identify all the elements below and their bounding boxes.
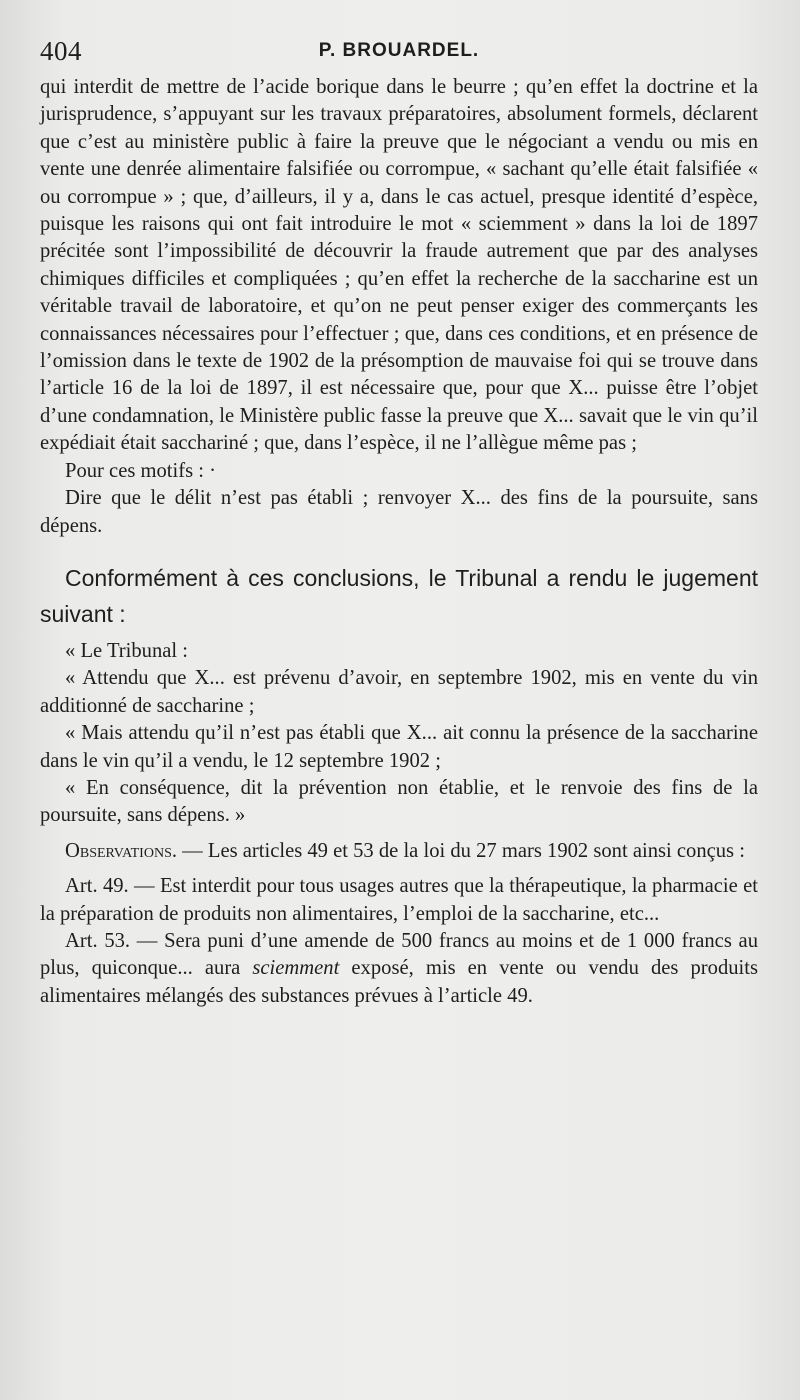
article-53-emphasis: sciemment — [252, 957, 340, 980]
observations-paragraph — [40, 838, 758, 865]
observations-text: — Les articles 49 et 53 de la loi du 27 mars 1902 sont ainsi conçus : — [177, 839, 745, 862]
section-intro: Conformément à ces conclusions, le Tribunal a rendu le jugement suivant : — [40, 564, 758, 627]
article-53 — [40, 928, 758, 1010]
article-53-after: exposé, mis en vente ou vendu des produits alimentaires mélangés des substances prévues à l’article 49. — [40, 957, 759, 1007]
body-text — [40, 74, 758, 540]
page-header — [40, 32, 758, 74]
judgment-opening: « Le Tribunal : — [65, 639, 188, 662]
judgment-attendu-2: « Mais attendu qu’il n’est pas établi que X... ait connu la présence de la saccharine dans le vin qu’il a vendu, le 12 septembre 1902 ; — [40, 722, 758, 772]
observations-label: Observations. — [65, 839, 177, 862]
judgment-block — [40, 638, 758, 830]
observations-block — [40, 838, 758, 1010]
article-53-before: Art. 53. — Sera puni d’une amende de 500 francs au moins et de 1 000 francs au plus, quiconque... aura — [40, 929, 758, 980]
continued-paragraph: qui interdit de mettre de l’acide borique dans le beurre ; qu’en effet la doctrine et la jurisprudence, s’appuyant sur les travaux préparatoires, absolument formels, déclarent que c’est au ministère public à faire la preuve que le négociant a vendu ou mis en vente une denrée alimentaire falsifiée ou corrompue, « sachant qu’elle était falsifiée « ou corrompue » ; que, d’ailleurs, il y a, dans le cas actuel, presque identité d’espèce, puisque les raisons qui ont fait introduire le mot « sciemment » dans la loi de 1897 précitée sont l’impossibilité de découvrir la fraude autrement que par des analyses chimiques difficiles et compliquées ; qu’en effet la recherche de la saccharine est un véritable travail de laboratoire, et qu’on ne peut penser exiger des commerçants les connaissances nécessaires pour l’effectuer ; que, dans ces conditions, et en présence de l’omission dans le texte de 1902 de la présomption de mauvaise foi qui se trouve dans l’article 16 de la loi de 1897, il est nécessaire que, pour que X... puisse être l’objet d’une condamnation, le Ministère public fasse la preuve que X... savait que le vin qu’il expédiait était sacchariné ; que, dans l’espèce, il ne l’allègue même pas ; — [40, 76, 758, 455]
dispositif-paragraph: Dire que le délit n’est pas établi ; renvoyer X... des fins de la poursuite, sans dépens. — [40, 487, 758, 537]
motifs-line: Pour ces motifs : · — [65, 459, 217, 482]
page-number: 404 — [40, 36, 82, 66]
article-49: Art. 49. — Est interdit pour tous usages autres que la thérapeutique, la pharmacie et la préparation de produits non alimentaires, l’emploi de la saccharine, etc... — [40, 875, 758, 925]
judgment-attendu-1: « Attendu que X... est prévenu d’avoir, en septembre 1902, mis en vente du vin additionné de saccharine ; — [40, 667, 758, 717]
running-head: P. BROUARDEL. — [318, 40, 480, 61]
judgment-conclusion: « En conséquence, dit la prévention non établie, et le renvoie des fins de la poursuite, sans dépens. » — [40, 776, 758, 827]
